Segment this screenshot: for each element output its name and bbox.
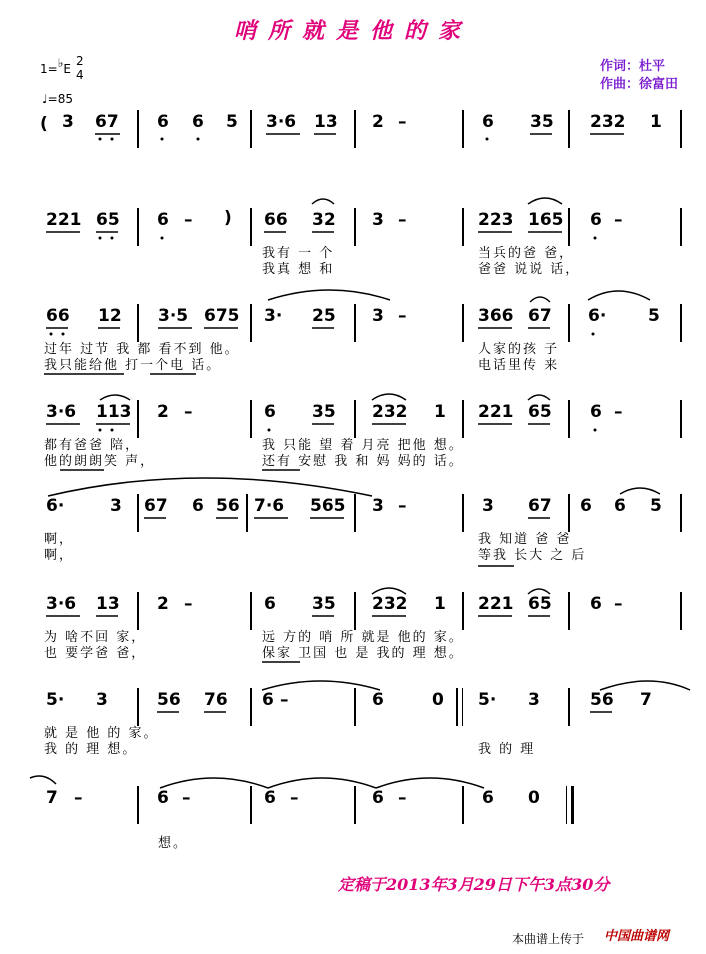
note: 65 bbox=[528, 402, 552, 422]
note: 565 bbox=[310, 496, 346, 516]
lyrics-verse-2: 爸爸 说说 话， bbox=[478, 262, 581, 277]
note: 5 bbox=[226, 112, 238, 132]
page-title: 哨所就是他的家 bbox=[233, 18, 472, 44]
dash: – bbox=[398, 112, 407, 132]
site-logo: 中国曲谱网 bbox=[604, 929, 670, 944]
note: 3·6 bbox=[46, 402, 77, 422]
note: 65 bbox=[528, 594, 552, 614]
note: 6 bbox=[590, 402, 602, 422]
lyrics-verse-2: 啊， bbox=[44, 548, 75, 563]
note: 3·6 bbox=[46, 594, 77, 614]
note: 56 bbox=[157, 690, 181, 710]
note: 35 bbox=[530, 112, 554, 132]
note: 56 bbox=[590, 690, 614, 710]
lyrics-verse-1: 为 啥不回 家， bbox=[44, 630, 147, 645]
lyrics-verse-1: 远 方的 哨 所 就是 他的 家。 bbox=[262, 630, 464, 645]
note: 3 bbox=[372, 210, 384, 230]
note: 3·5 bbox=[158, 306, 189, 326]
note: 6 bbox=[372, 690, 384, 710]
note: 6 bbox=[192, 112, 204, 132]
dash: – bbox=[290, 788, 299, 808]
note: 67 bbox=[528, 306, 552, 326]
note: 3· bbox=[264, 306, 283, 326]
note: 66 bbox=[46, 306, 70, 326]
lyrics-verse-2: 我只能给他 打一个电 话。 bbox=[44, 358, 222, 373]
note: 113 bbox=[96, 402, 132, 422]
key-label: 1= bbox=[40, 62, 58, 76]
dash: – bbox=[398, 210, 407, 230]
note: 1 bbox=[650, 112, 662, 132]
note: 6 bbox=[264, 788, 276, 808]
note: 223 bbox=[478, 210, 514, 230]
upload-note: 本曲谱上传于 bbox=[512, 932, 585, 946]
note: 2 bbox=[157, 594, 169, 614]
note: 6 bbox=[192, 496, 204, 516]
note: 35 bbox=[312, 594, 336, 614]
note: 3 bbox=[372, 306, 384, 326]
lyrics-verse-1: 我 知道 爸 爸 bbox=[478, 532, 572, 547]
note: 6· bbox=[46, 496, 65, 516]
note: 6 bbox=[614, 496, 626, 516]
dash: – bbox=[184, 210, 193, 230]
note: 3 bbox=[372, 496, 384, 516]
time-bottom: 4 bbox=[76, 68, 84, 82]
note: 6 bbox=[157, 788, 169, 808]
note: 6 bbox=[482, 112, 494, 132]
flat-sign: ♭ bbox=[57, 56, 64, 70]
lyrics-verse-2: 我 的 理 想。 bbox=[44, 742, 138, 757]
lyrics-verse-1: 人家的孩 子 bbox=[478, 342, 560, 357]
note: 3 bbox=[110, 496, 122, 516]
lyrics-verse-2: 也 要学爸 爸， bbox=[44, 646, 147, 661]
note: 67 bbox=[144, 496, 168, 516]
note: 221 bbox=[46, 210, 82, 230]
note: 1 bbox=[434, 594, 446, 614]
composer: 作曲：徐富田 bbox=[599, 77, 678, 92]
note: 2 bbox=[372, 112, 384, 132]
note: 675 bbox=[204, 306, 240, 326]
lyrics-verse-2: 他的朗朗笑 声， bbox=[44, 454, 156, 469]
note: 6 bbox=[372, 788, 384, 808]
note: 0 bbox=[432, 690, 444, 710]
time-top: 2 bbox=[76, 54, 84, 68]
note: 6 bbox=[264, 402, 276, 422]
note: 7·6 bbox=[254, 496, 285, 516]
note: 221 bbox=[478, 594, 514, 614]
note: 3 bbox=[528, 690, 540, 710]
note: 76 bbox=[204, 690, 228, 710]
note: 6· bbox=[588, 306, 607, 326]
lyrics-verse-2: 我真 想 和 bbox=[262, 262, 335, 277]
note: 6 bbox=[590, 210, 602, 230]
note: 165 bbox=[528, 210, 564, 230]
dash: – bbox=[398, 496, 407, 516]
dash: – bbox=[74, 788, 83, 808]
note: 232 bbox=[372, 594, 408, 614]
lyrics-verse-2: 想。 bbox=[158, 836, 189, 851]
note: 7 bbox=[46, 788, 58, 808]
note: 1 bbox=[434, 402, 446, 422]
lyrics-verse-1: 我 只能 望 着 月亮 把他 想。 bbox=[262, 438, 464, 453]
note: 3·6 bbox=[266, 112, 297, 132]
completion-date: 定稿于2013年3月29日下午3点30分 bbox=[338, 875, 610, 894]
note: 232 bbox=[372, 402, 408, 422]
note: 66 bbox=[264, 210, 288, 230]
note: 6 bbox=[590, 594, 602, 614]
dash: – bbox=[614, 210, 623, 230]
note: 32 bbox=[312, 210, 336, 230]
lyrics-verse-1: 我有 一 个 bbox=[262, 246, 335, 261]
lyricist: 作词：杜平 bbox=[599, 59, 665, 74]
note: 6 bbox=[580, 496, 592, 516]
lyrics-verse-2: 我 的 理 bbox=[478, 742, 536, 757]
dash: – bbox=[614, 402, 623, 422]
note: 5· bbox=[46, 690, 65, 710]
lyrics-verse-2: 保家 卫国 也 是 我的 理 想。 bbox=[262, 646, 464, 661]
note: 67 bbox=[528, 496, 552, 516]
note: 67 bbox=[95, 112, 119, 132]
note: 5· bbox=[478, 690, 497, 710]
note: 221 bbox=[478, 402, 514, 422]
lyrics-verse-2: 还有 安慰 我 和 妈 妈的 话。 bbox=[262, 454, 464, 469]
lyrics-verse-2: 等我 长大 之 后 bbox=[478, 548, 587, 563]
note: 232 bbox=[590, 112, 626, 132]
note: 65 bbox=[96, 210, 120, 230]
bracket-close: ) bbox=[224, 208, 232, 228]
note: 6 bbox=[264, 594, 276, 614]
note: 6 bbox=[157, 112, 169, 132]
note: 2 bbox=[157, 402, 169, 422]
note: 5 bbox=[648, 306, 660, 326]
note: 3 bbox=[96, 690, 108, 710]
note: 6 bbox=[262, 690, 274, 710]
note: 5 bbox=[650, 496, 662, 516]
dash: – bbox=[280, 690, 289, 710]
note: 25 bbox=[312, 306, 336, 326]
lyrics-verse-2: 电话里传 来 bbox=[478, 358, 560, 373]
note: 13 bbox=[96, 594, 120, 614]
note: 7 bbox=[640, 690, 652, 710]
dash: – bbox=[184, 402, 193, 422]
dash: – bbox=[184, 594, 193, 614]
dash: – bbox=[398, 788, 407, 808]
dash: – bbox=[182, 788, 191, 808]
note: 3 bbox=[62, 112, 74, 132]
note: 56 bbox=[216, 496, 240, 516]
note: 366 bbox=[478, 306, 514, 326]
note: 13 bbox=[314, 112, 338, 132]
key-note: E bbox=[63, 62, 71, 76]
lyrics-verse-1: 过年 过节 我 都 看不到 他。 bbox=[44, 342, 240, 357]
note: 3 bbox=[482, 496, 494, 516]
lyrics-verse-1: 就 是 他 的 家。 bbox=[44, 726, 159, 741]
lyrics-verse-1: 都有爸爸 陪， bbox=[44, 438, 141, 453]
note: 6 bbox=[482, 788, 494, 808]
dash: – bbox=[398, 306, 407, 326]
dash: – bbox=[614, 594, 623, 614]
lyrics-verse-1: 啊， bbox=[44, 532, 75, 547]
tempo-marking: ♩=85 bbox=[42, 92, 73, 106]
bracket-open: ( bbox=[40, 114, 48, 134]
note: 0 bbox=[528, 788, 540, 808]
note: 6 bbox=[157, 210, 169, 230]
note: 35 bbox=[312, 402, 336, 422]
lyrics-verse-1: 当兵的爸 爸， bbox=[478, 246, 575, 261]
note: 12 bbox=[98, 306, 122, 326]
